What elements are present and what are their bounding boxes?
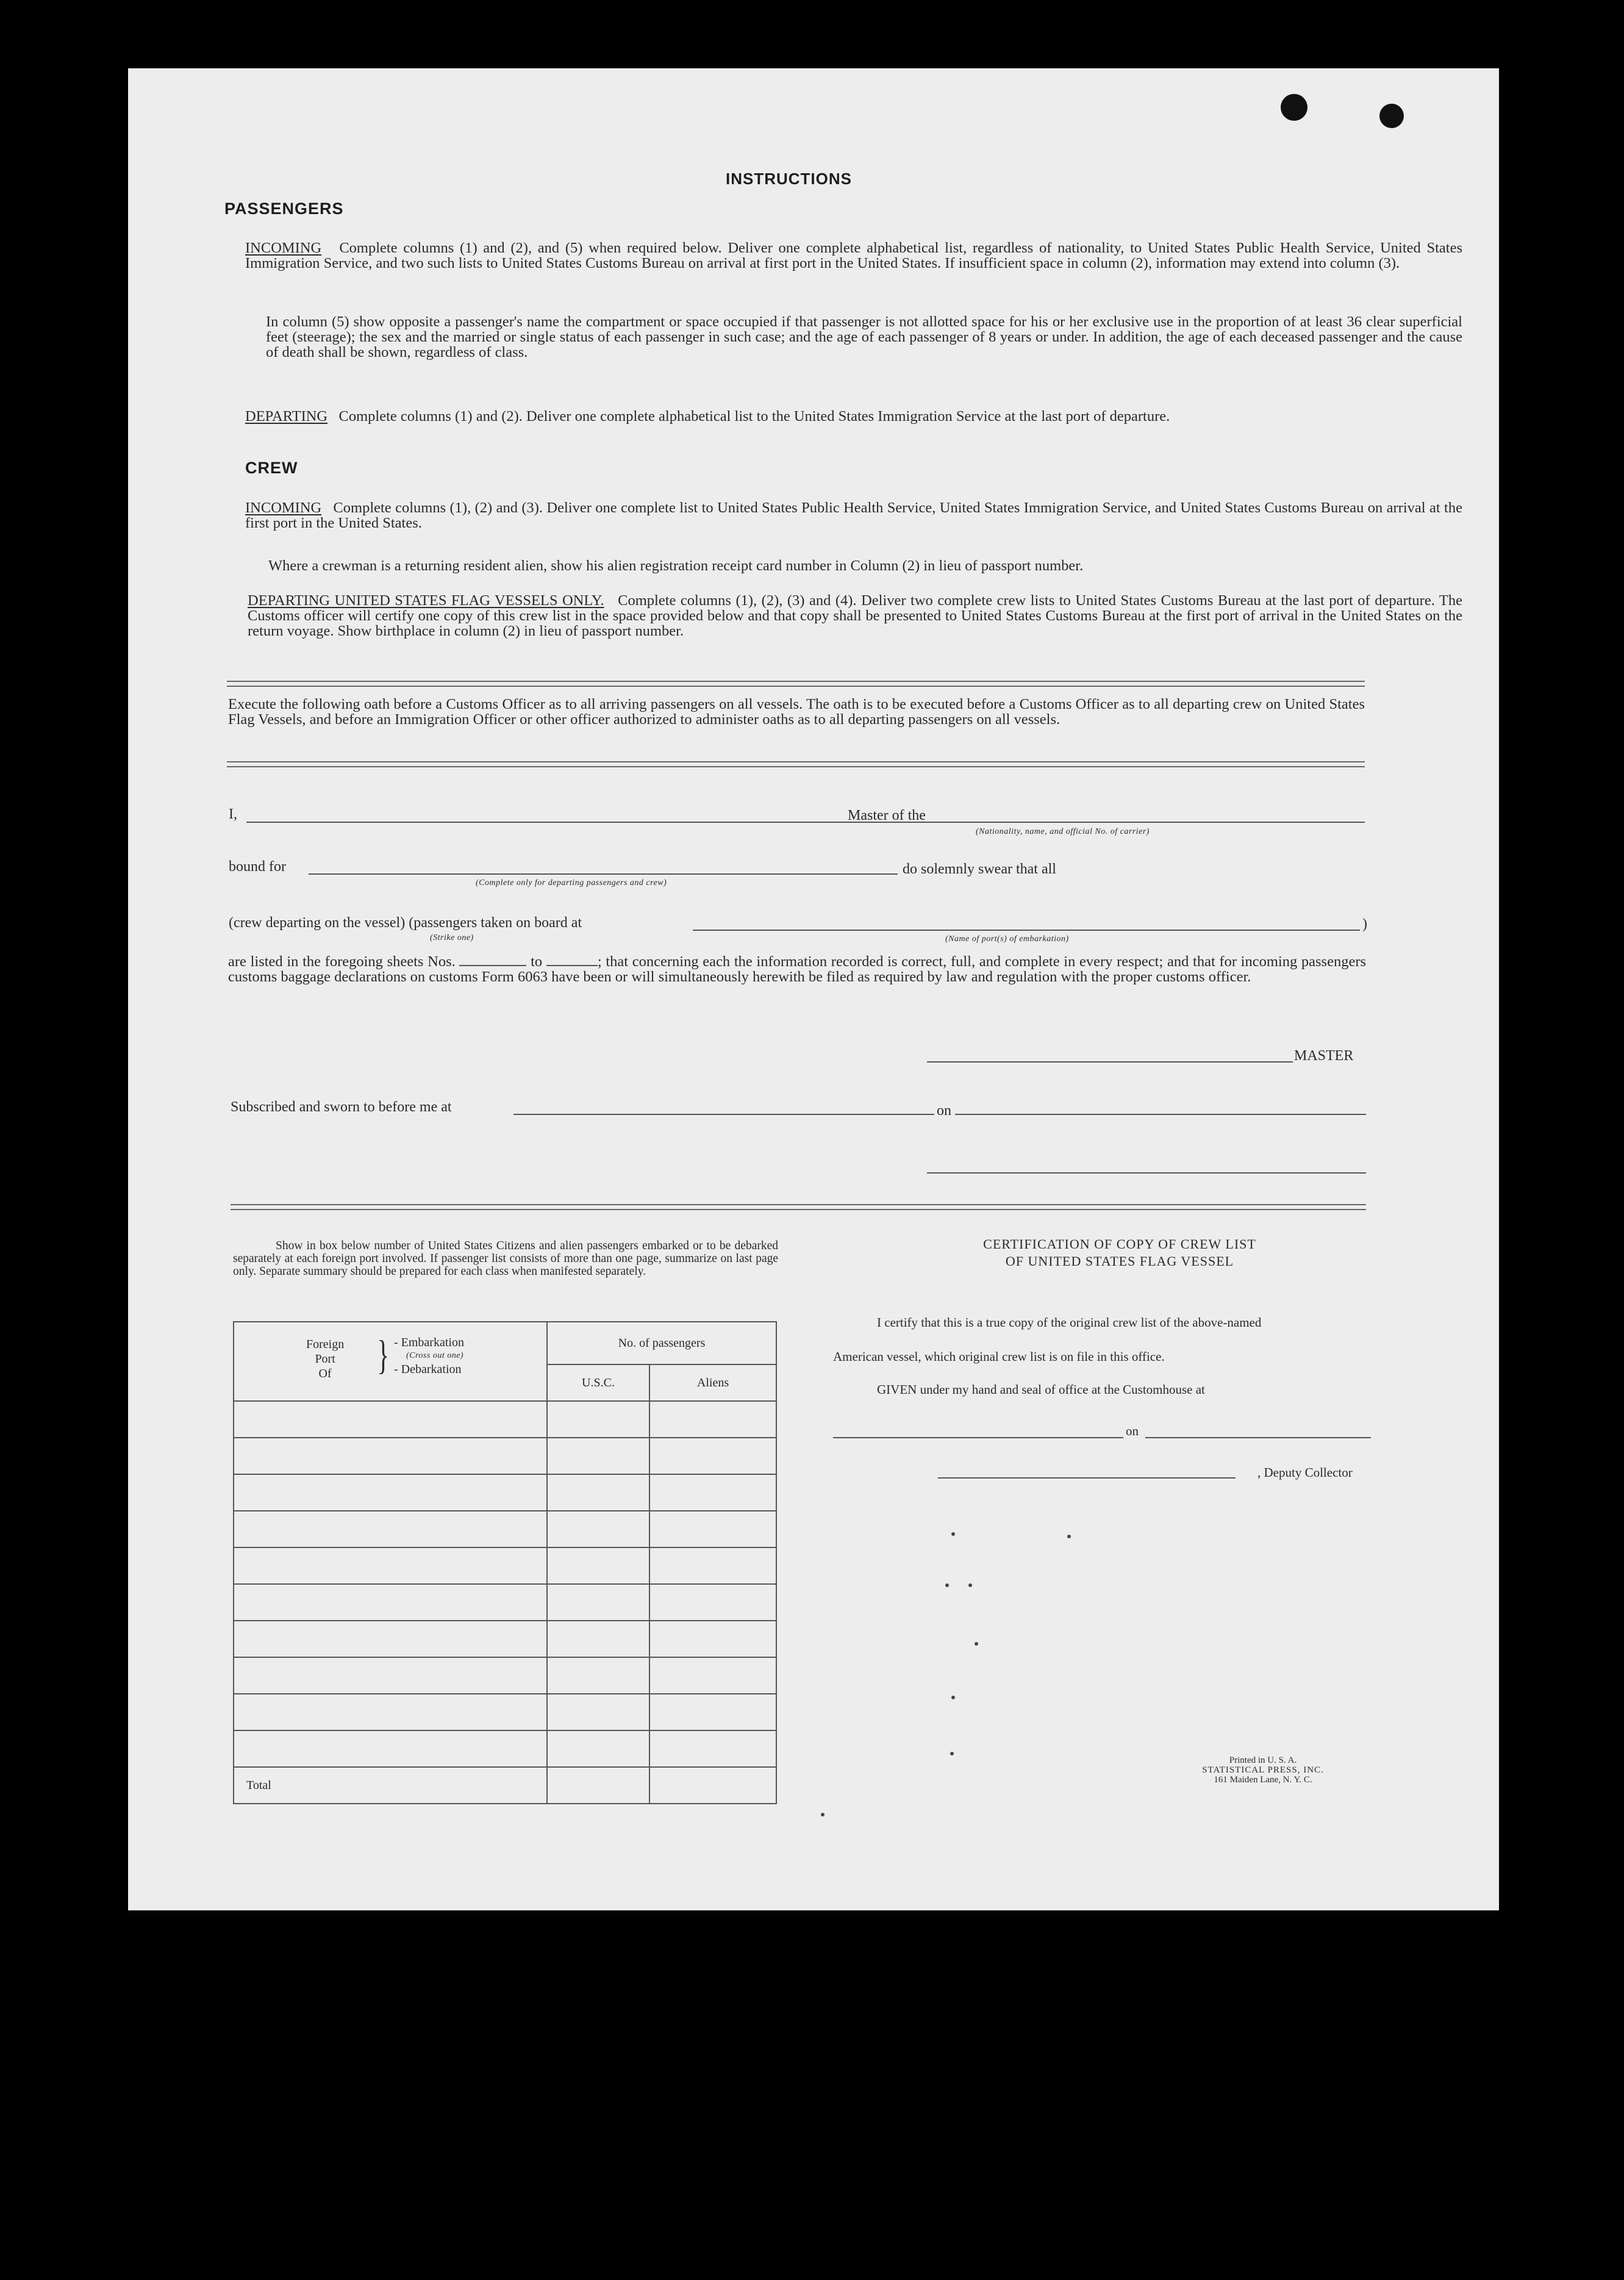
crew-departing-label [229, 915, 582, 931]
port-cell[interactable] [234, 1438, 547, 1474]
crew-incoming-label: INCOMING [245, 500, 322, 516]
crew-incoming-paragraph [245, 500, 1462, 531]
to-label: to [531, 953, 543, 970]
listed-text-2: ; that concerning each the information recorded is correct, full, and complete in every respect; and that for incoming passengers customs baggage declarations on customs Form 6063 have been or will simultaneously herewith be filed as required by law and regulation with the proper customs officer. [228, 953, 1367, 985]
divider [227, 681, 1365, 687]
passengers-incoming-label: INCOMING [245, 240, 322, 256]
scan-speck [950, 1752, 954, 1755]
passengers-incoming-text: Complete columns (1) and (2), and (5) when required below. Deliver one complete alphabetical list, regardless of nationality, to United States Public Health Service, United States Immigration Service, and two such lists to United States Customs Bureau on arrival at first port in the United States. If insufficient space in column (2), information may extend into column (3). [245, 240, 1462, 271]
port-cell[interactable] [234, 1511, 547, 1547]
subscribed-label: Subscribed and sworn to before me at [231, 1099, 452, 1115]
crew-incoming-text: Complete columns (1), (2) and (3). Deliver one complete list to United States Public Health Service, United States Immigration Service, and United States Customs Bureau on arrival at the first port in the United States. [245, 500, 1462, 531]
table-row [234, 1401, 776, 1438]
scan-speck [945, 1583, 949, 1587]
port-cell[interactable] [234, 1657, 547, 1694]
divider [231, 1204, 1366, 1210]
master-of-the-label: Master of the [848, 808, 926, 823]
aliens-cell[interactable] [649, 1694, 776, 1730]
certify-text: I certify that this is a true copy of the original crew list of the above-named [877, 1315, 1262, 1330]
master-label: MASTER [1294, 1048, 1354, 1064]
debarkation-label: - Debarkation [394, 1363, 462, 1376]
given-text: GIVEN under my hand and seal of office at the Customhouse at [877, 1382, 1205, 1397]
passengers-column5-text: In column (5) show opposite a passenger's name the compartment or space occupied if that passenger is not allotted space for his or her exclusive use in the proportion of at least 36 clear superficial feet (steerage); the sex and the married or single status of each passenger in such case; and the age of each passenger of 8 years or under. In addition, the age of each deceased passenger and the cause of death shall be shown, regardless of class. [266, 314, 1462, 360]
foreign-label: Foreign [306, 1338, 345, 1351]
port-cell[interactable] [234, 1584, 547, 1621]
carrier-hint: (Nationality, name, and official No. of carrier) [976, 827, 1150, 836]
listed-paragraph [228, 954, 1366, 984]
certification-heading-line2: OF UNITED STATES FLAG VESSEL [1005, 1253, 1234, 1269]
usc-cell[interactable] [547, 1584, 649, 1621]
bound-for-label: bound for [229, 859, 286, 875]
table-row [234, 1438, 776, 1474]
table-row [234, 1584, 776, 1621]
aliens-cell[interactable] [649, 1657, 776, 1694]
aliens-cell[interactable] [649, 1621, 776, 1657]
table-row [234, 1657, 776, 1694]
sheet-from-field[interactable] [459, 965, 526, 966]
usc-cell[interactable] [547, 1730, 649, 1767]
oath-i-label: I, [229, 806, 237, 822]
port-cell[interactable] [234, 1730, 547, 1767]
printer-line3: 161 Maiden Lane, N. Y. C. [1214, 1775, 1312, 1785]
table-row [234, 1547, 776, 1584]
table-row [234, 1511, 776, 1547]
total-row [234, 1767, 776, 1804]
scan-speck [951, 1532, 955, 1536]
crew-departing-paragraph [248, 593, 1462, 639]
page-title: INSTRUCTIONS [726, 170, 852, 188]
subscribed-on-label: on [937, 1103, 951, 1119]
port-label: Port [315, 1352, 335, 1366]
printer-line1: Printed in U. S. A. [1229, 1755, 1297, 1765]
passengers-departing-text: Complete columns (1) and (2). Deliver one complete alphabetical list to the United States Immigration Service at the last port of departure. [338, 408, 1170, 425]
aliens-cell[interactable] [649, 1438, 776, 1474]
of-label: Of [318, 1367, 332, 1380]
embarkation-label: - Embarkation [394, 1336, 464, 1349]
certification-on-label: on [1126, 1424, 1139, 1438]
passengers-departing-paragraph [245, 409, 1462, 424]
subscribed-place-field[interactable] [513, 1114, 934, 1115]
table-row [234, 1730, 776, 1767]
form-page [128, 68, 1499, 1910]
crew-departing-text: (crew departing on the vessel) (passengers taken on board at [229, 915, 582, 931]
close-paren: ) [1362, 916, 1367, 932]
master-name-field[interactable] [246, 822, 844, 823]
aliens-cell[interactable] [649, 1730, 776, 1767]
divider [227, 761, 1365, 767]
port-cell[interactable] [234, 1621, 547, 1657]
port-cell[interactable] [234, 1401, 547, 1438]
ports-hint: (Name of port(s) of embarkation) [945, 934, 1069, 944]
strike-one-hint: (Strike one) [430, 933, 474, 942]
crew-crewman-text: Where a crewman is a returning resident alien, show his alien registration receipt card number in Column (2) in lieu of passport number. [268, 557, 1084, 574]
passengers-departing-label: DEPARTING [245, 408, 328, 425]
scan-speck [821, 1813, 825, 1816]
port-cell[interactable] [234, 1694, 547, 1730]
usc-cell[interactable] [547, 1621, 649, 1657]
embarkation-ports-field[interactable] [693, 930, 1360, 931]
usc-cell[interactable] [547, 1474, 649, 1511]
table-row [234, 1621, 776, 1657]
usc-cell[interactable] [547, 1511, 649, 1547]
oath-instructions: Execute the following oath before a Customs Officer as to all arriving passengers on all vessels. The oath is to be executed before a Customs Officer as to all departing crew on United States Flag Vessels, and before an Immigration Officer or other officer authorized to administer oaths as to all departing passengers on all vessels. [228, 696, 1365, 728]
aliens-cell[interactable] [649, 1401, 776, 1438]
section-heading-passengers: PASSENGERS [224, 199, 344, 218]
usc-cell[interactable] [547, 1438, 649, 1474]
carrier-field[interactable] [828, 822, 1365, 823]
scan-speck [968, 1583, 972, 1587]
customhouse-field[interactable] [833, 1437, 1123, 1438]
deputy-signature-field[interactable] [938, 1477, 1236, 1479]
aliens-cell[interactable] [649, 1511, 776, 1547]
crew-departing-text: Complete columns (1), (2), (3) and (4). Deliver two complete crew lists to United States Customs Bureau at the last port of departure. The Customs officer will certify one copy of this crew list in the space provided below and that copy shall be presented to United States Customs Bureau at the first port of arrival in the United States on the return voyage. Show birthplace in column (2) in lieu of passport number. [248, 592, 1462, 639]
passenger-count-table [233, 1321, 777, 1804]
aliens-cell[interactable] [649, 1474, 776, 1511]
table-row [234, 1694, 776, 1730]
punch-hole [1379, 104, 1404, 128]
brace-icon: } [377, 1332, 390, 1378]
passengers-incoming-paragraph [245, 240, 1462, 271]
aliens-header: Aliens [649, 1364, 776, 1401]
officer-signature-field[interactable] [927, 1172, 1366, 1174]
aliens-cell[interactable] [649, 1547, 776, 1584]
bound-for-field[interactable] [309, 873, 898, 875]
listed-text-1: are listed in the foregoing sheets Nos. [228, 953, 456, 970]
port-cell[interactable] [234, 1547, 547, 1584]
total-usc-cell[interactable] [547, 1767, 649, 1804]
bound-for-hint: (Complete only for departing passengers and crew) [476, 878, 667, 887]
usc-header: U.S.C. [547, 1364, 649, 1401]
swear-label: do solemnly swear that all [903, 861, 1056, 877]
sheet-to-field[interactable] [546, 965, 598, 966]
scan-speck [1067, 1535, 1071, 1538]
printer-imprint [1183, 1755, 1343, 1785]
total-label: Total [234, 1767, 547, 1804]
punch-hole [1281, 94, 1307, 121]
section-heading-crew: CREW [245, 459, 298, 477]
cross-out-hint: (Cross out one) [406, 1351, 464, 1360]
aliens-cell[interactable] [649, 1584, 776, 1621]
scan-speck [975, 1642, 978, 1646]
usc-cell[interactable] [547, 1547, 649, 1584]
total-aliens-cell[interactable] [649, 1767, 776, 1804]
deputy-collector-label: , Deputy Collector [1257, 1465, 1353, 1480]
subscribed-date-field[interactable] [955, 1114, 1366, 1115]
master-signature-field[interactable] [927, 1061, 1293, 1063]
no-of-passengers-header: No. of passengers [547, 1322, 776, 1364]
crew-departing-label: DEPARTING UNITED STATES FLAG VESSELS ONLY. [248, 592, 604, 609]
table-row [234, 1474, 776, 1511]
certification-heading [931, 1236, 1309, 1270]
box-instructions: Show in box below number of United States Citizens and alien passengers embarked or to be debarked separately at each foreign port involved. If passenger list consists of more than one page, summarize on last page only. Separate summary should be prepared for each class when manifested separately. [233, 1239, 778, 1278]
certification-heading-line1: CERTIFICATION OF COPY OF CREW LIST [983, 1236, 1256, 1252]
usc-cell[interactable] [547, 1694, 649, 1730]
usc-cell[interactable] [547, 1401, 649, 1438]
printer-line2: STATISTICAL PRESS, INC. [1202, 1765, 1324, 1775]
certification-date-field[interactable] [1145, 1437, 1371, 1438]
vessel-text: American vessel, which original crew list is on file in this office. [833, 1349, 1165, 1364]
scan-speck [951, 1696, 955, 1699]
usc-cell[interactable] [547, 1657, 649, 1694]
port-cell[interactable] [234, 1474, 547, 1511]
